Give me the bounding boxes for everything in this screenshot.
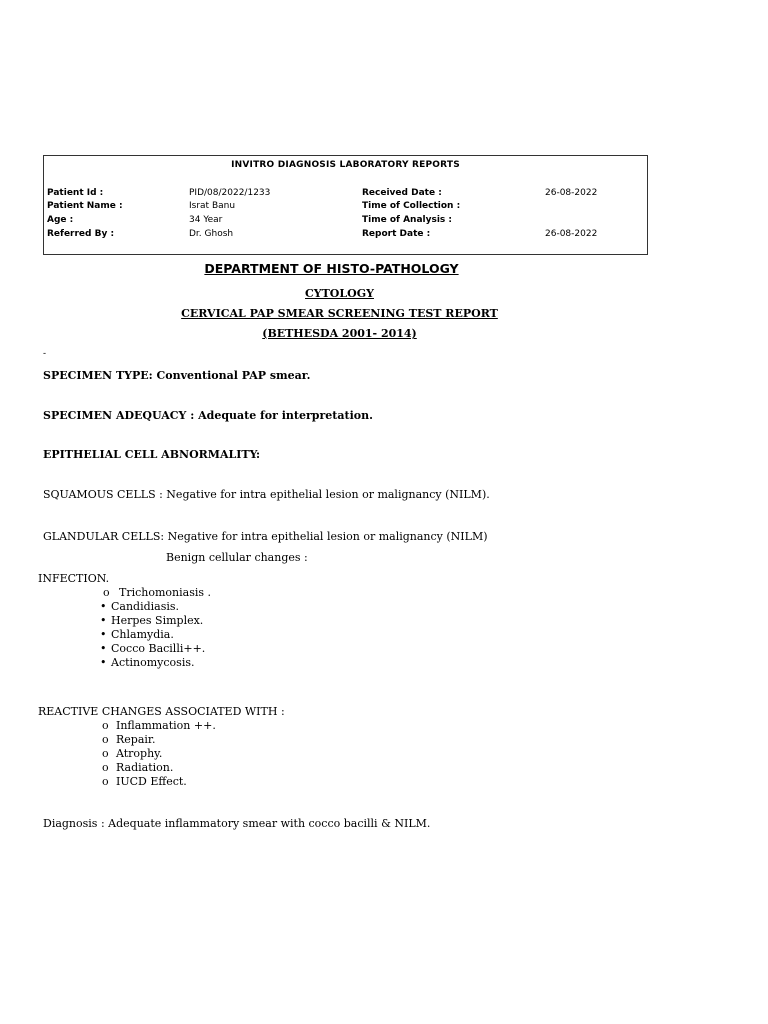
referred-by-label: Referred By : [47,229,115,239]
department-heading: DEPARTMENT OF HISTO-PATHOLOGY [204,261,459,276]
dot-bullet-icon: • [100,600,107,613]
specimen-adequacy: SPECIMEN ADEQUACY : Adequate for interpretation. [43,409,373,422]
report-date-value: 26-08-2022 [545,229,598,239]
header-row-patient-name [44,201,647,214]
diagnosis-text: Diagnosis : Adequate inflammatory smear with cocco bacilli & NILM. [43,817,431,830]
patient-name-label: Patient Name : [47,201,123,211]
specimen-type: SPECIMEN TYPE: Conventional PAP smear. [43,369,311,382]
squamous-cells-result: SQUAMOUS CELLS : Negative for intra epithelial lesion or malignancy (NILM). [43,488,490,501]
circle-bullet-icon: o [103,586,110,599]
reactive-item: Atrophy. [116,747,163,760]
circle-bullet-icon: o [102,733,109,746]
reactive-item: Inflammation ++. [116,719,216,732]
dash-mark: - [43,349,47,359]
dot-bullet-icon: • [100,628,107,641]
collection-time-label: Time of Collection : [362,201,461,211]
reactive-item: Radiation. [116,761,174,774]
patient-id-value: PID/08/2022/1233 [189,188,271,198]
infection-item: Actinomycosis. [111,656,195,669]
circle-bullet-icon: o [102,747,109,760]
header-row-age [44,215,647,228]
infection-item: Candidiasis. [111,600,180,613]
age-value: 34 Year [189,215,223,225]
glandular-cells-result: GLANDULAR CELLS: Negative for intra epithelial lesion or malignancy (NILM) [43,530,488,543]
circle-bullet-icon: o [102,761,109,774]
report-date-label: Report Date : [362,229,431,239]
patient-name-value: Israt Banu [189,201,236,211]
infection-item: Chlamydia. [111,628,174,641]
reactive-changes-heading: REACTIVE CHANGES ASSOCIATED WITH : [38,705,285,718]
analysis-time-label: Time of Analysis : [362,215,452,225]
dot-bullet-icon: • [100,614,107,627]
infection-item: Herpes Simplex. [111,614,204,627]
circle-bullet-icon: o [102,719,109,732]
referred-by-value: Dr. Ghosh [189,229,234,239]
received-date-label: Received Date : [362,188,442,198]
age-label: Age : [47,215,74,225]
report-header-box [43,155,648,255]
reactive-item: IUCD Effect. [116,775,187,788]
infection-item: Trichomoniasis . [119,586,211,599]
epithelial-heading: EPITHELIAL CELL ABNORMALITY: [43,448,261,461]
patient-id-label: Patient Id : [47,188,104,198]
lab-report-title: INVITRO DIAGNOSIS LABORATORY REPORTS [231,160,460,170]
header-row-referred-by [44,229,647,242]
infection-heading: INFECTION. [38,572,110,585]
test-title: CERVICAL PAP SMEAR SCREENING TEST REPORT [181,307,498,320]
reactive-item: Repair. [116,733,156,746]
benign-changes-heading: Benign cellular changes : [166,551,308,564]
circle-bullet-icon: o [102,775,109,788]
infection-item: Cocco Bacilli++. [111,642,206,655]
header-row-patient-id [44,188,647,201]
bethesda-standard: (BETHESDA 2001- 2014) [262,327,417,340]
dot-bullet-icon: • [100,656,107,669]
section-heading: CYTOLOGY [305,287,374,300]
received-date-value: 26-08-2022 [545,188,598,198]
dot-bullet-icon: • [100,642,107,655]
